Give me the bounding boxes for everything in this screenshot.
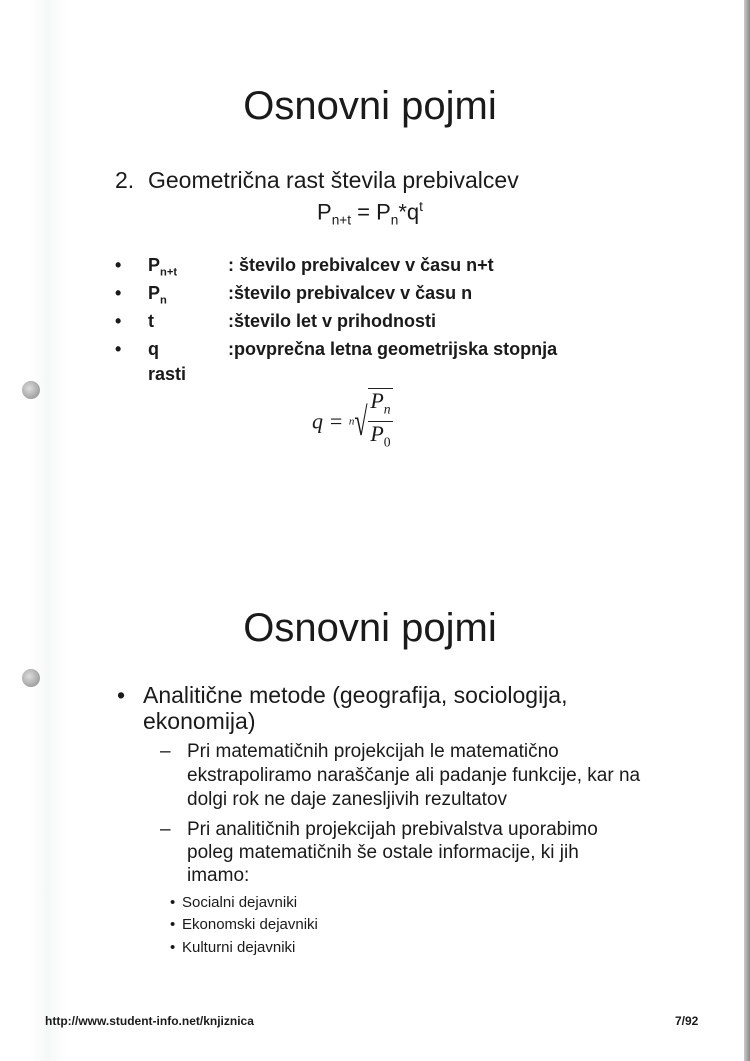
definition-text: : število prebivalcev v času n+t — [228, 255, 494, 275]
scan-shadow — [30, 0, 66, 1061]
page-edge — [744, 0, 750, 1061]
punch-hole — [22, 669, 40, 687]
definition-text: :število let v prihodnosti — [228, 311, 437, 331]
definition-text: :število prebivalcev v času n — [228, 283, 473, 303]
item-number: 2. — [115, 167, 135, 193]
dash-item-line: Pri matematičnih projekcijah le matematično — [187, 741, 559, 762]
slide1-heading: Geometrična rast števila prebivalcev — [148, 167, 519, 193]
dash-item-line: poleg matematičnih še ostale informacije, ki jih — [187, 842, 579, 863]
definition-text: :povprečna letna geometrijska stopnja — [228, 339, 558, 359]
dash-item-line: dolgi rok ne daje zanesljivih rezultatov — [187, 789, 508, 810]
definition-term: t — [148, 311, 154, 331]
bullet-text: ekonomija) — [143, 708, 256, 734]
dash-item-line: ekstrapoliramo naraščanje ali padanje funkcije, kar na — [187, 765, 641, 786]
dash-item-line: imamo: — [187, 865, 250, 886]
punch-hole — [22, 381, 40, 399]
definition-continuation: rasti — [148, 364, 187, 384]
page-number: 7/92 — [675, 1014, 699, 1028]
footer-url: http://www.student-info.net/knjiznica — [45, 1014, 254, 1028]
root-formula: q = n√ $\frac{P_n}{P_0}$ — [312, 388, 393, 455]
dash-item-line: Pri analitičnih projekcijah prebivalstva uporabimo — [187, 819, 598, 840]
growth-formula: $P_{n+t} = P_n*q^t$ — [317, 199, 423, 228]
definition-term: $P_n$ — [148, 283, 167, 307]
document-page: Osnovni pojmi 2. Geometrična rast števila prebivalcev $P_{n+t} = P_n*q^t$ • $P_{n+t}$ : število prebivalcev v času n+t • $P_n$ :število prebivalcev v času n • t :število let v prihodnosti • q :povprečna letna geometrijska stopnja rasti q = n√ $\frac{P_n}{P_0}$ Osnovni pojmi • Analitične metode (geografija, sociologija, ekonomija) – Pri matematičnih projekcijah le matematično ekstrapoliramo naraščanje ali padanje funkcije, kar na dolgi rok ne daje zanesljivih rezultatov – Pri analitičnih projekcijah prebivalstva uporabimo poleg matematičnih še ostale informacije, ki jih imamo: • Socialni dejavniki • Ekonomski dejavniki • Kulturni dejavniki http://www.student-info.net/knjiznica 7/92 — [0, 0, 750, 1061]
sub-item: Socialni dejavniki — [182, 894, 298, 911]
definition-term: $P_{n+t}$ — [148, 255, 178, 279]
sub-item: Kulturni dejavniki — [182, 939, 296, 956]
slide1-title: Osnovni pojmi — [243, 84, 497, 128]
slide2-title: Osnovni pojmi — [243, 606, 497, 650]
sub-item: Ekonomski dejavniki — [182, 916, 318, 933]
bullet-text: Analitične metode (geografija, sociologija, — [143, 682, 568, 708]
definition-term: q — [148, 339, 159, 359]
